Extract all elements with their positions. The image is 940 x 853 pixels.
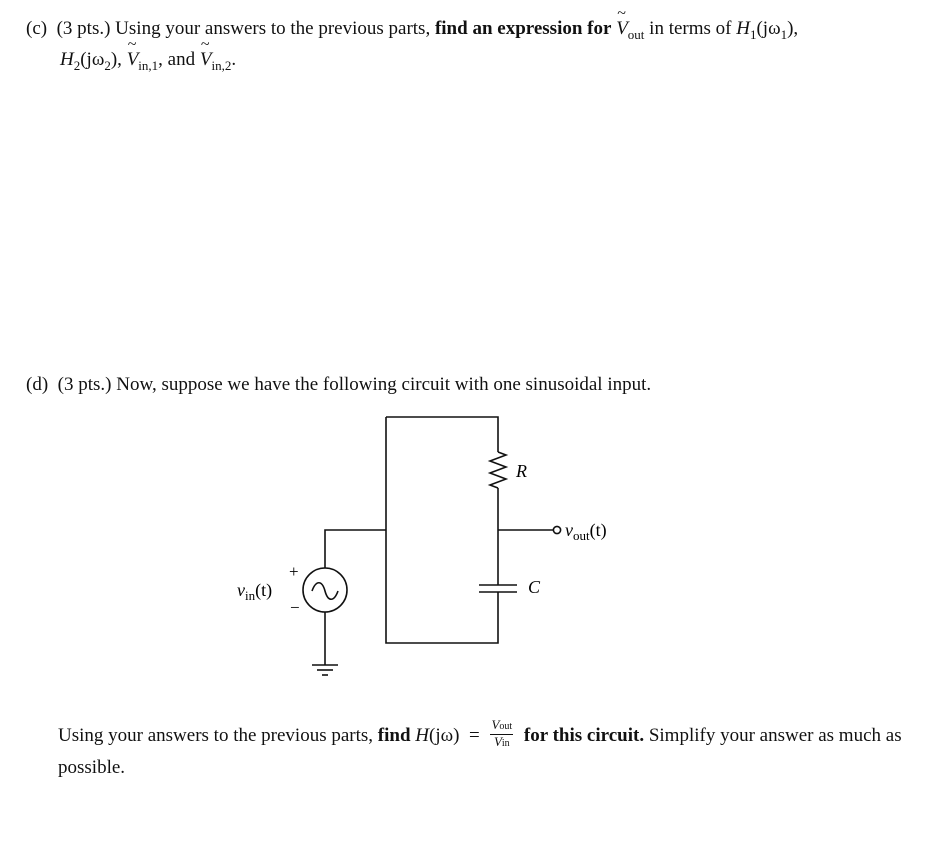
vout-v: v [565,520,573,540]
vout-label [565,520,607,543]
part-d-question [26,370,916,400]
part-c-line-2 [26,45,916,76]
ac-source-sine [312,583,338,600]
vout-symbol: ~ V [616,14,628,44]
vin-label [237,580,272,603]
frac-den-in: in [501,738,510,749]
h1-close: ), [787,18,799,39]
instruction-text-2: Simplify your answer as much as possible. [58,724,902,778]
frac-num-v: V [491,717,500,732]
h1-arg: (jω [756,18,781,39]
omega1-subscript: 1 [780,27,788,42]
vin-t: (t) [255,580,273,600]
h2-close: ), [110,49,122,70]
vout-over-vin-fraction [490,718,513,751]
instruction-text-1: Using your answers to the previous parts, [58,724,374,746]
h2-arg: (jω [80,49,105,70]
part-d-text: Now, suppose we have the following circuit with one sinusoidal input. [116,374,652,395]
h1-symbol: H [736,18,750,39]
instruction-bold-2: for this circuit. [523,724,645,746]
h2-subscript: 2 [73,58,81,73]
frac-num-out: out [499,721,513,732]
vin1-symbol: ~ V [127,45,139,75]
capacitor-label: C [528,577,541,597]
part-d-instruction [58,717,903,783]
vout-sub: out [573,528,590,543]
wire-source-top [325,530,386,568]
ac-source [303,568,347,612]
part-c-bold: find an expression for [434,18,612,39]
fraction-denominator [494,735,510,751]
fraction-numerator [490,718,513,735]
and-text: , and [158,49,196,70]
h1-subscript: 1 [749,27,757,42]
plus-sign: + [289,562,299,581]
part-c-question [26,14,916,76]
part-c-text-1: Using your answers to the previous parts, [115,18,431,39]
end-period: . [231,49,237,70]
vin1-subscript: in,1 [138,58,159,73]
vin-sub: in [245,588,256,603]
transfer-arg: (jω) [429,724,460,746]
part-c-points: (3 pts.) [56,18,111,39]
resistor-label: R [516,461,527,481]
equals-sign: = [468,724,480,746]
wire-cap-bottom [386,417,498,643]
part-c-line-1 [26,14,916,45]
part-c-text-2: in terms of [649,18,732,39]
frac-den-v: V [493,734,502,749]
vout-t: (t) [589,520,607,540]
h2-symbol: H [60,49,74,70]
resistor [490,452,506,488]
part-d-label: (d) [26,374,49,395]
vin2-symbol: ~ V [200,45,212,75]
output-terminal [553,526,560,533]
instruction-bold-1: find [377,724,411,746]
wire-top [386,417,498,452]
part-c-label: (c) [26,18,48,39]
vin-v: v [237,580,245,600]
omega2-subscript: 2 [104,58,111,73]
vout-subscript: out [627,27,645,42]
vin2-subscript: in,2 [211,58,232,73]
minus-sign: − [290,598,300,617]
part-d-points: (3 pts.) [57,374,112,395]
transfer-h: H [415,724,430,746]
